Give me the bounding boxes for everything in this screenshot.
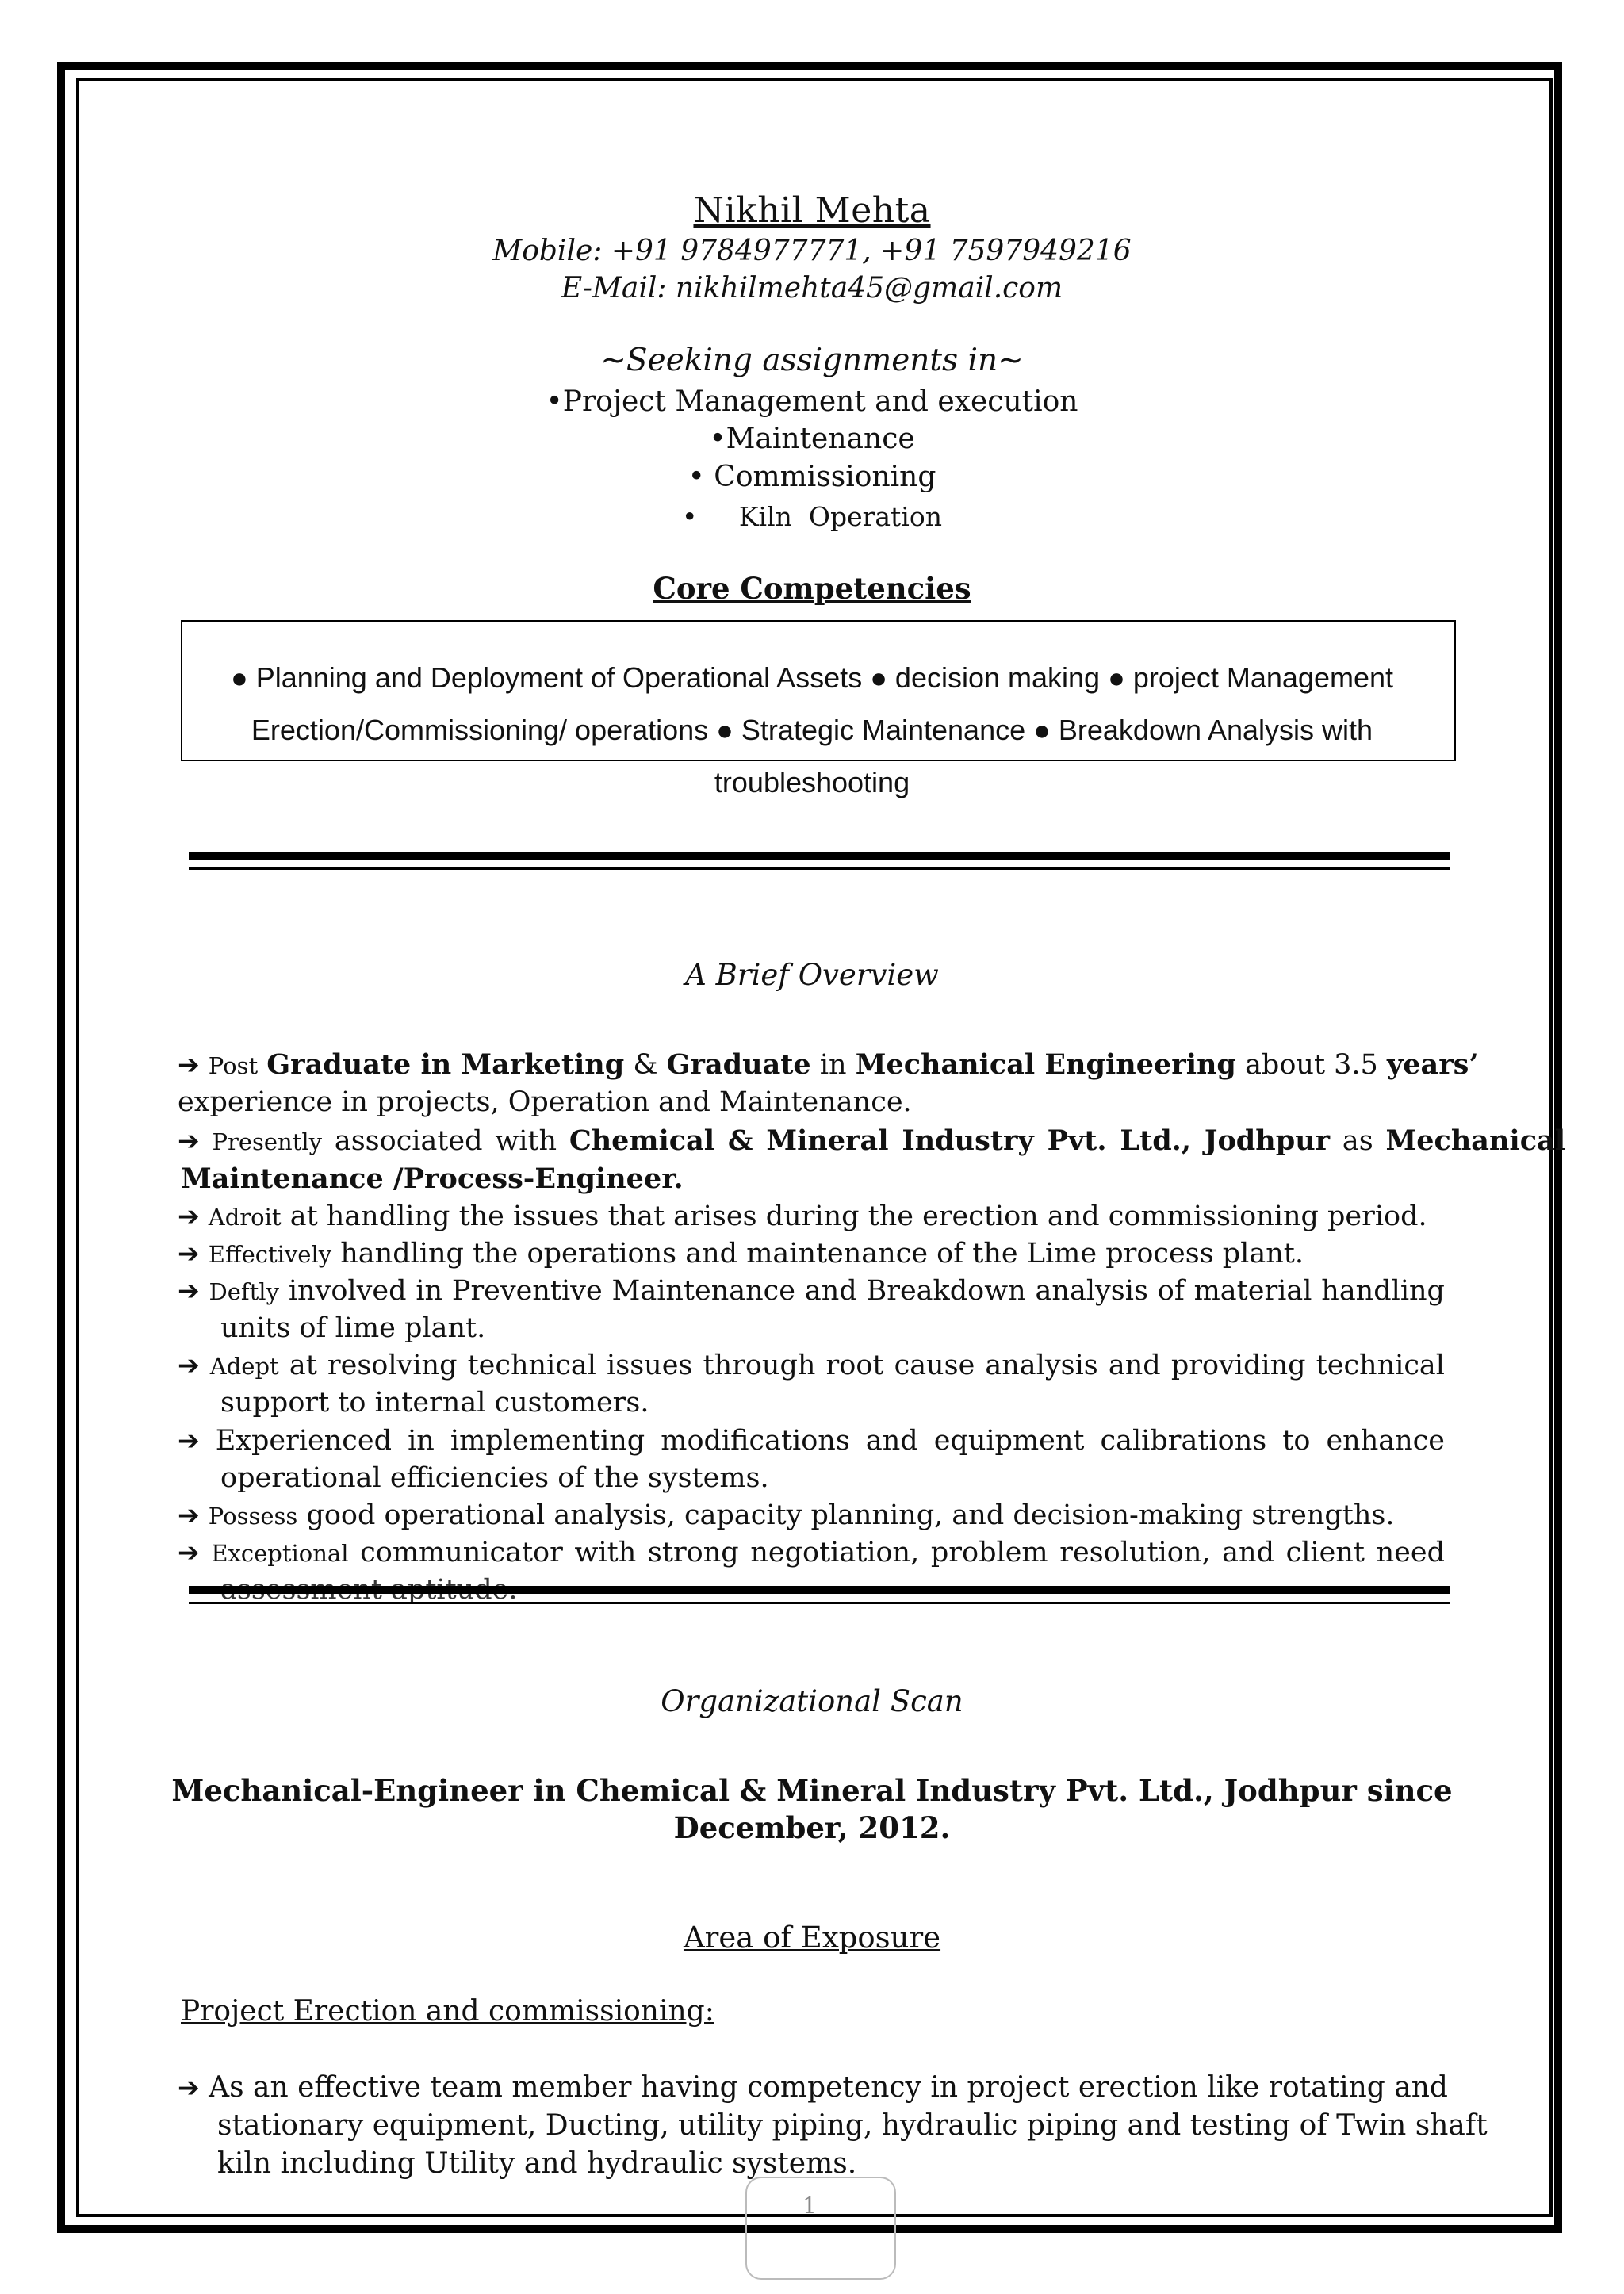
section-divider-thick (189, 852, 1450, 860)
seeking-item-project: •Project Management and execution (546, 385, 1078, 418)
arrow-icon: ➔ (178, 1049, 200, 1080)
competency-line-3: troubleshooting (714, 766, 910, 798)
core-competencies-title: Core Competencies (653, 571, 971, 606)
competency-line-2: Erection/Commissioning/ operations ● Strategic Maintenance ● Breakdown Analysis with (251, 714, 1373, 746)
overview-bullet-5-cont: units of lime plant. (220, 1312, 486, 1344)
overview-bullet-4: ➔ Effectively handling the operations and maintenance of the Lime process plant. (178, 1238, 1304, 1270)
exposure-paragraph-line-1: ➔ As an effective team member having competency in project erection like rotating and (178, 2071, 1448, 2104)
overview-bullet-2: ➔ Presently associated with Chemical & Mineral Industry Pvt. Ltd., Jodhpur as Mechanical (178, 1124, 1565, 1157)
org-role-line-2: December, 2012. (673, 1810, 951, 1845)
email-line: E-Mail: nikhilmehta45@gmail.com (561, 272, 1063, 304)
seeking-title: ~Seeking assignments in~ (600, 343, 1024, 378)
overview-bullet-6-cont: support to internal customers. (220, 1387, 649, 1419)
overview-bullet-9: ➔ Exceptional communicator with strong negotiation, problem resolution, and client need (178, 1537, 1445, 1568)
overview-bullet-3: ➔ Adroit at handling the issues that arises during the erection and commissioning period. (178, 1201, 1427, 1232)
arrow-icon: ➔ (178, 1499, 200, 1530)
seeking-item-maintenance: •Maintenance (709, 423, 915, 455)
section-divider-thin-2 (189, 1602, 1450, 1604)
section-divider-thick-2 (189, 1586, 1450, 1594)
candidate-name: Nikhil Mehta (693, 190, 931, 231)
arrow-icon: ➔ (178, 2072, 200, 2103)
overview-bullet-1-cont: experience in projects, Operation and Maintenance. (178, 1086, 912, 1118)
overview-bullet-7-cont: operational efficiencies of the systems. (220, 1462, 769, 1494)
exposure-paragraph-line-3: kiln including Utility and hydraulic systems. (217, 2147, 857, 2180)
arrow-icon: ➔ (178, 1350, 200, 1381)
arrow-icon: ➔ (178, 1125, 200, 1156)
mobile-line: Mobile: +91 9784977771, +91 7597949216 (492, 235, 1132, 267)
overview-bullet-8: ➔ Possess good operational analysis, capacity planning, and decision-making strengths. (178, 1499, 1395, 1531)
arrow-icon: ➔ (178, 1201, 200, 1231)
seeking-item-kiln: • Kiln Operation (681, 501, 942, 532)
exposure-paragraph-line-2: stationary equipment, Ducting, utility piping, hydraulic piping and testing of Twin shaft (217, 2109, 1488, 2142)
arrow-icon: ➔ (178, 1275, 200, 1306)
org-role-line-1: Mechanical-Engineer in Chemical & Mineral Industry Pvt. Ltd., Jodhpur since (171, 1773, 1453, 1808)
arrow-icon: ➔ (178, 1238, 200, 1269)
arrow-icon: ➔ (178, 1537, 200, 1568)
page-number: 1 (802, 2193, 817, 2219)
section-divider-thin (189, 867, 1450, 870)
overview-bullet-7: ➔ Experienced in implementing modifications and equipment calibrations to enhance (178, 1425, 1445, 1457)
seeking-item-commissioning: • Commissioning (688, 461, 936, 493)
overview-title: A Brief Overview (685, 958, 939, 992)
overview-bullet-6: ➔ Adept at resolving technical issues through root cause analysis and providing technical (178, 1350, 1445, 1381)
project-erection-subtitle: Project Erection and commissioning: (181, 1995, 714, 2028)
competency-line-1: ● Planning and Deployment of Operational Assets ● decision making ● project Management (230, 661, 1394, 694)
overview-bullet-5: ➔ Deftly involved in Preventive Maintenance and Breakdown analysis of material handling (178, 1275, 1445, 1307)
overview-bullet-2-cont: Maintenance /Process-Engineer. (181, 1162, 684, 1195)
area-of-exposure-title: Area of Exposure (683, 1921, 941, 1955)
page-number-badge (745, 2177, 896, 2280)
overview-bullet-1: ➔ Post Graduate in Marketing & Graduate in Mechanical Engineering about 3.5 years’ (178, 1048, 1479, 1081)
arrow-icon: ➔ (178, 1425, 200, 1456)
org-scan-title: Organizational Scan (661, 1684, 963, 1718)
